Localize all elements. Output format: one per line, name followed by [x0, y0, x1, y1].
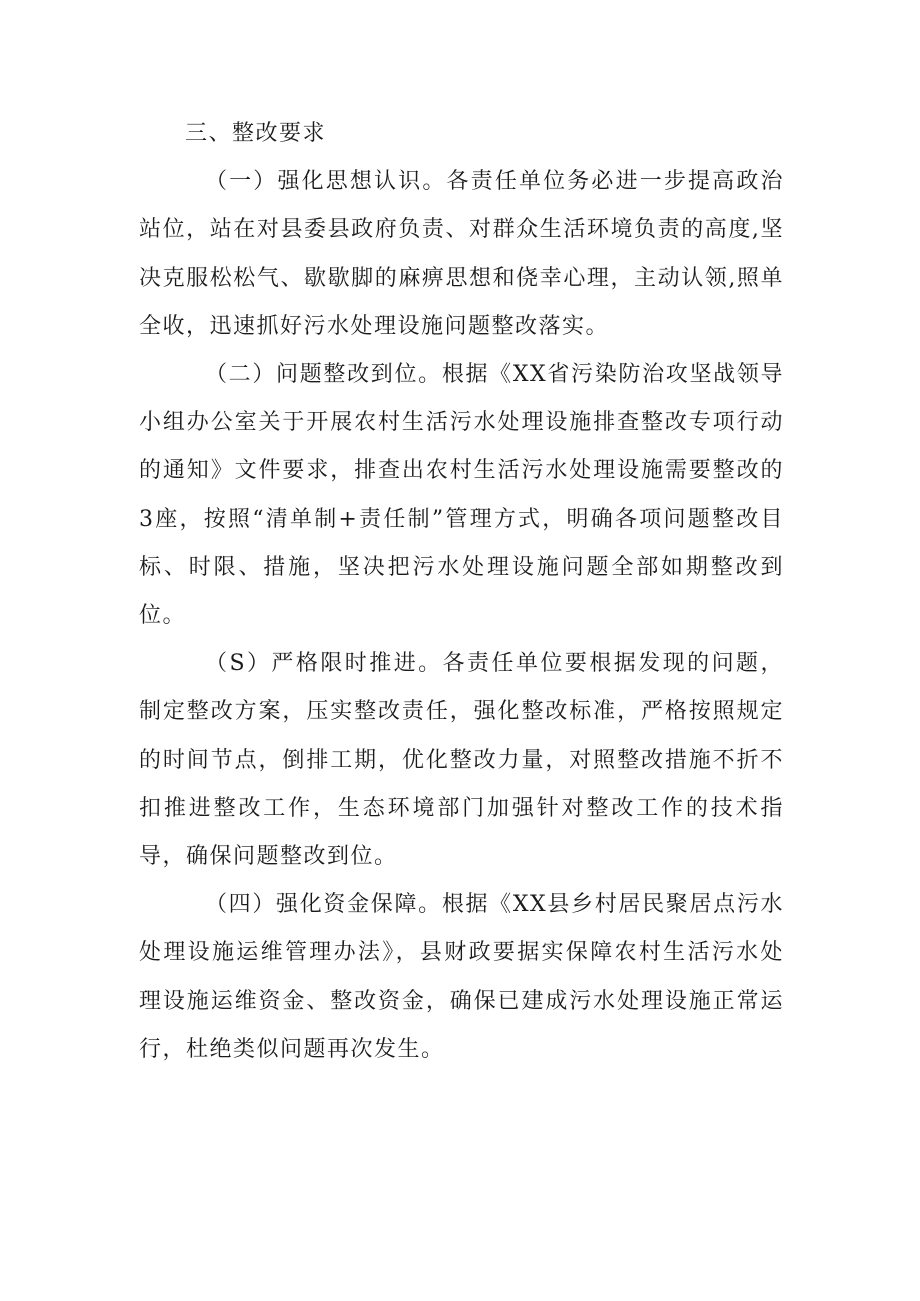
document-body [139, 110, 784, 1074]
section-heading: 三、整改要求 [185, 121, 327, 146]
paragraph-strengthen-awareness: （一）强化思想认识。各责任单位务必进一步提高政治站位，站在对县委县政府负责、对群众生活环境负责的高度,坚决克服松松气、歇歇脚的麻痹思想和侥幸心理，主动认领,照单全收，迅速抓好污水处理设施问题整改落实。 [139, 169, 784, 339]
paragraph-funding-guarantee: （四）强化资金保障。根据《XX县乡村居民聚居点污水处理设施运维管理办法》，县财政要据实保障农村生活污水处理设施运维资金、整改资金，确保已建成污水处理设施正常运行，杜绝类似问题再次发生。 [139, 892, 784, 1062]
paragraph-time-limited-progress: （S）严格限时推进。各责任单位要根据发现的问题，制定整改方案，压实整改责任，强化整改标准，严格按照规定的时间节点，倒排工期，优化整改力量，对照整改措施不折不扣推进整改工作，生态环境部门加强针对整改工作的技术指导，确保问题整改到位。 [139, 651, 784, 870]
paragraph-rectification-in-place: （二）问题整改到位。根据《XX省污染防治攻坚战领导小组办公室关于开展农村生活污水处理设施排查整改专项行动的通知》文件要求，排查出农村生活污水处理设施需要整改的3座，按照“清单制+责任制”管理方式，明确各项问题整改目标、时限、措施，坚决把污水处理设施问题全部如期整改到位。 [139, 362, 784, 629]
